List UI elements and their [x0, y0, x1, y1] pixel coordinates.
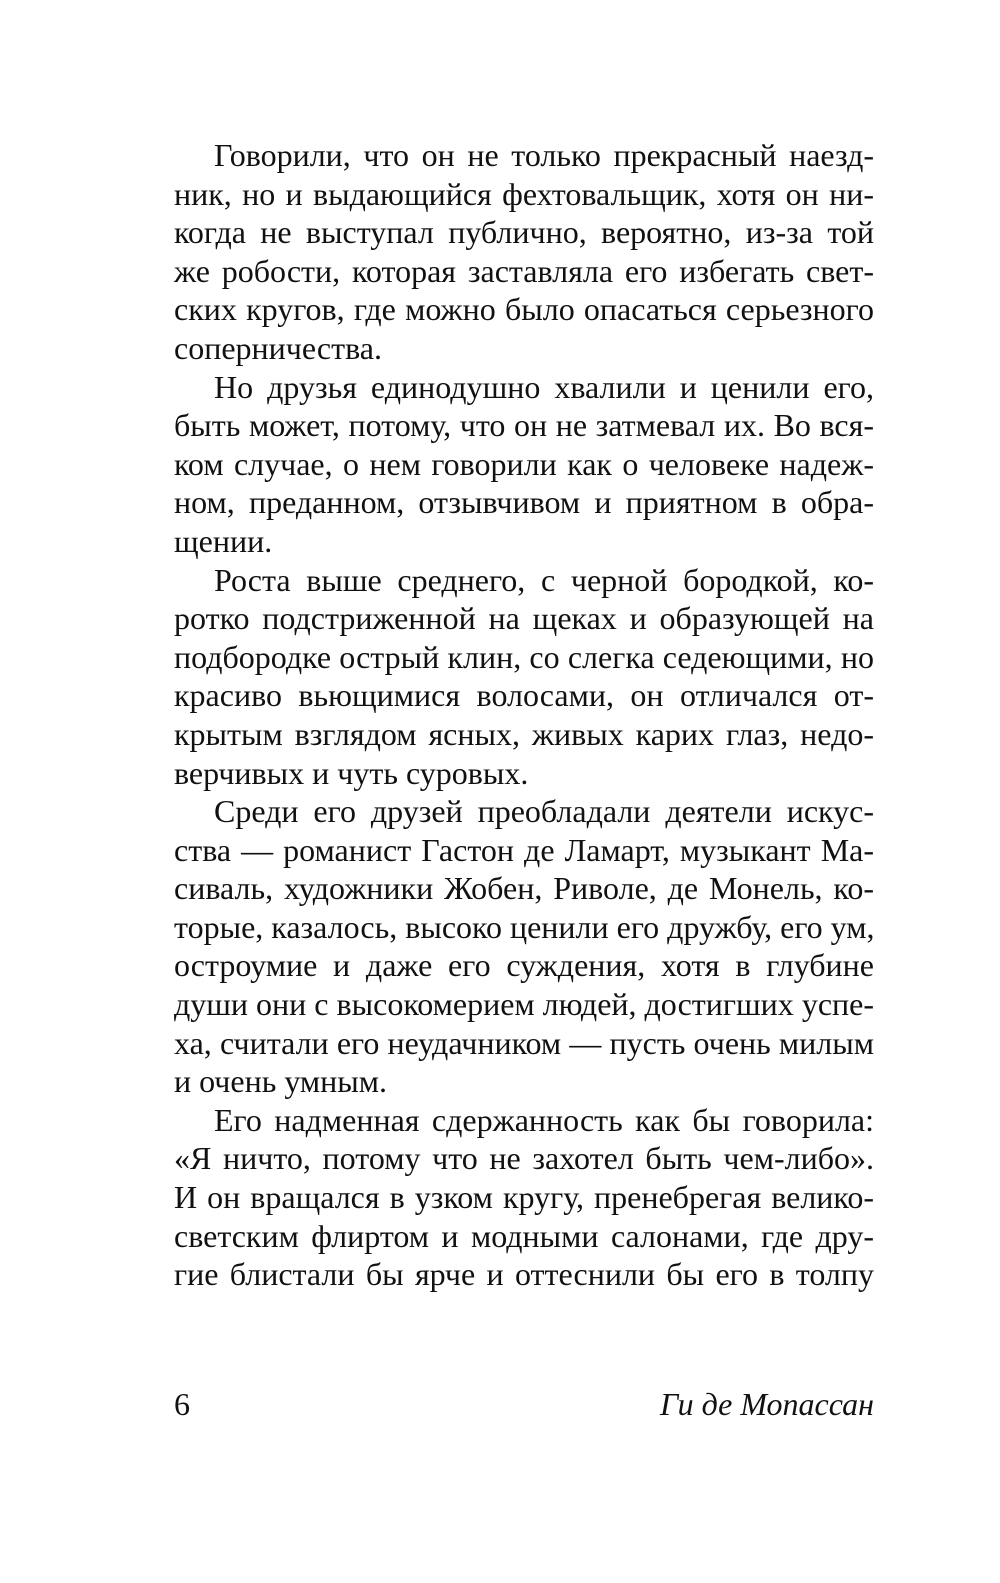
text-line: Говорили, что он не только прекрасный наезд-: [214, 137, 874, 173]
paragraph: [174, 1101, 874, 1294]
text-line: светским флиртом и модными салонами, где дру-: [174, 1217, 874, 1254]
text-line: остроумие и даже его суждения, хотя в глубине: [174, 947, 874, 984]
text-line: Роста выше среднего, с черной бородкой, ко-: [214, 561, 874, 598]
body-text: [174, 136, 874, 1294]
text-line: когда не выступал публично, вероятно, из-за той: [174, 214, 874, 251]
text-line: быть может, потому, что он не затмевал их. Во вся-: [174, 407, 874, 444]
page-footer: [174, 1384, 874, 1424]
text-line: торые, казалось, высоко ценили его дружбу, его ум,: [174, 908, 875, 945]
text-line: же робости, которая заставляла его избегать свет-: [174, 252, 874, 289]
running-author: Ги де Мопассан: [659, 1386, 874, 1422]
text-line: души они с высокомерием людей, достигших успе-: [174, 986, 874, 1023]
text-line: подбородке острый клин, со слегка седеющими, но: [174, 638, 874, 675]
text-line: верчивых и чуть суровых.: [174, 754, 529, 791]
text-line: соперничества.: [174, 329, 382, 366]
text-line: и очень умным.: [174, 1063, 388, 1100]
text-line: ха, считали его неудачником — пусть очень милым: [174, 1024, 874, 1061]
text-line: щении.: [174, 522, 273, 559]
text-line: И он вращался в узком кругу, пренебрегая велико-: [174, 1179, 874, 1216]
text-line: крытым взглядом ясных, живых карих глаз, недо-: [174, 715, 874, 752]
text-line: красиво вьющимися волосами, он отличался от-: [174, 677, 874, 714]
text-line: «Я ничто, потому что не захотел быть чем-либо».: [174, 1140, 874, 1177]
text-line: Его надменная сдержанность как бы говорила:: [214, 1101, 874, 1138]
text-line: ник, но и выдающийся фехтовальщик, хотя он ни-: [174, 175, 874, 212]
paragraph: [174, 792, 874, 1101]
text-line: Но друзья единодушно хвалили и ценили его,: [214, 368, 874, 405]
text-line: ских кругов, где можно было опасаться серьезного: [174, 291, 874, 328]
paragraph: [174, 561, 874, 793]
paragraph: [174, 368, 874, 561]
text-line: гие блистали бы ярче и оттеснили бы его в толпу: [174, 1256, 874, 1293]
text-line: сиваль, художники Жобен, Риволе, де Монель, ко-: [174, 870, 874, 907]
page-number: 6: [174, 1386, 190, 1422]
text-line: ротко подстриженной на щеках и образующей на: [174, 600, 874, 637]
text-line: ком случае, о нем говорили как о человеке надеж-: [174, 445, 874, 482]
text-line: ства — романист Гастон де Ламарт, музыкант Ма-: [174, 831, 874, 868]
text-line: ном, преданном, отзывчивом и приятном в обра-: [174, 484, 874, 521]
paragraph: [174, 136, 874, 368]
text-line: Среди его друзей преобладали деятели искус-: [214, 793, 874, 830]
